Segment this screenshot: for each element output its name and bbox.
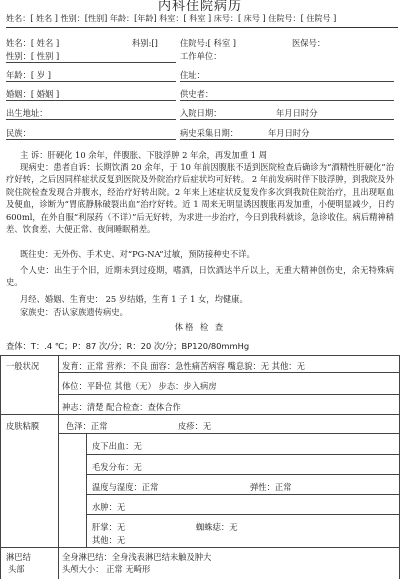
temperature-humidity: 温度与湿度：正常 xyxy=(92,482,159,492)
header-line: 姓名：[ 姓名 ] 性别：[性别] 年龄：[年龄] 科室：[ 科室 ] 床号：[ 床号 ] 住院号：[ 住院号 ] xyxy=(6,13,398,28)
birthplace-field: 出生地址： xyxy=(6,108,48,118)
divider xyxy=(58,394,400,395)
gender-field: 性别：[ 性别 ] xyxy=(6,51,60,61)
divider xyxy=(86,474,400,475)
divider xyxy=(0,414,400,415)
table-border xyxy=(58,355,59,579)
table-border xyxy=(86,433,87,547)
document-title: 内科住院病历 xyxy=(157,0,242,14)
skin-label: 皮肤粘膜 xyxy=(6,421,40,431)
divider xyxy=(58,433,400,434)
personal-history: 个人史：出生于个旧，近期未到过疫期，嗜酒，日饮酒达半斤以上，无重大精神创伤史，余无特殊病史。 xyxy=(6,265,394,288)
divider xyxy=(86,514,400,515)
lymph-label: 淋巴结 xyxy=(6,552,31,562)
ethnicity-field: 民族： xyxy=(6,128,31,138)
informant-field: 供史者： xyxy=(180,89,214,99)
divider xyxy=(180,119,394,120)
menstrual-marital-history: 月经、婚姻、生育史： 25 岁结婚，生育 1 子 1 女，均健康。 xyxy=(20,294,248,304)
workplace-field: 工作单位： xyxy=(180,51,222,61)
divider xyxy=(86,454,400,455)
general-status-label: 一般状况 xyxy=(6,361,40,371)
skin-color: 色泽：正常 xyxy=(66,421,108,431)
subcutaneous-bleeding: 皮下出血：无 xyxy=(92,441,142,451)
dept-field: 科别:[] xyxy=(132,38,158,48)
divider xyxy=(180,100,394,101)
vitals-row: 查体：T：.4 ℃；P：87 次/分；R：20 次/分；BP120/80mmHg xyxy=(6,341,250,351)
present-illness: 现病史：患者自诉：长期饮酒 20 余年，于 10 年前因腹胀不适到医院检查后确诊为“酒精性肝硬化”治疗好转，之后因同样症状反复到医院及外院治疗后症状均可好转。 2 年前发病时伴下肢浮肿，到我院及外院住院检查发现合并腹水，经治疗好转出院。2 年来上述症状反复发作多次到我院住院治疗，且出现呕血及便血，诊断为“胃底静脉破裂出血”治疗好转。近 1 周来无明显诱因腹胀再发加重，小便明显减少，日约 600ml，在外自服“利尿药（不详）”后无好转，为求进一步治疗，今日到我科就诊，急诊收住。病后精神稍差、饮食差、大便正常、夜间睡眠稍差。 xyxy=(6,162,394,235)
divider xyxy=(6,139,176,140)
history-date-field: 病史采集日期： xyxy=(180,128,239,138)
admission-date-field: 入院日期： xyxy=(180,108,222,118)
family-history: 家族史：否认家族遗传病史。 xyxy=(20,307,128,317)
admission-no-field: 住院号:[ 科室 ] xyxy=(180,38,237,48)
divider xyxy=(180,81,394,82)
divider xyxy=(86,494,400,495)
other-findings: 其他：无 xyxy=(92,535,126,545)
posture-row: 体位：平卧位 其他（无） 步态：步入病房 xyxy=(62,381,217,391)
address-field: 住址： xyxy=(180,70,205,80)
skin-rash: 皮疹：无 xyxy=(178,421,212,431)
age-field: 年龄：[ 岁 ] xyxy=(6,70,51,80)
exam-heading: 体格 检 查 xyxy=(174,322,226,332)
chief-complaint: 主 诉：肝硬化 10 余年，伴腹胀、下肢浮肿 2 年余，再发加重 1 周 xyxy=(20,150,268,160)
edema: 水肿：无 xyxy=(92,502,126,512)
name-field: 姓名：[ 姓名 ] xyxy=(6,38,60,48)
divider xyxy=(6,119,176,120)
general-status-text: 发育：正常 营养：不良 面容：急性痛苦病容 嘴息貌：无 其他：无 xyxy=(62,361,305,371)
divider xyxy=(6,81,176,82)
divider xyxy=(180,139,394,140)
head-label: 头部 xyxy=(8,564,25,574)
divider xyxy=(6,62,176,63)
lymph-node-row: 全身淋巴结：全身浅表淋巴结未触及肿大 xyxy=(62,552,212,562)
liver-palm: 肝掌：无 xyxy=(92,522,126,532)
mind-row: 神志：清楚 配合检查：查体合作 xyxy=(62,402,181,412)
skull-row: 头颅大小： 正常 无畸形 xyxy=(62,564,151,574)
table-border xyxy=(0,355,1,579)
hair-distribution: 毛发分布：无 xyxy=(92,462,142,472)
admission-date-value: 年月日时分 xyxy=(276,108,318,118)
divider xyxy=(0,547,400,548)
history-date-value: 年月日时分 xyxy=(268,128,310,138)
divider xyxy=(6,100,176,101)
past-history: 既往史：无外伤、手术史、对“PG-NA”过敏，预防接种史不详。 xyxy=(20,249,255,259)
elasticity: 弹性：正常 xyxy=(250,482,292,492)
divider xyxy=(58,372,400,373)
spider-nevus: 蜘蛛痣：无 xyxy=(196,522,238,532)
divider xyxy=(0,355,400,356)
insurance-field: 医保号： xyxy=(292,38,326,48)
marital-field: 婚姻：[ 婚姻 ] xyxy=(6,89,60,99)
